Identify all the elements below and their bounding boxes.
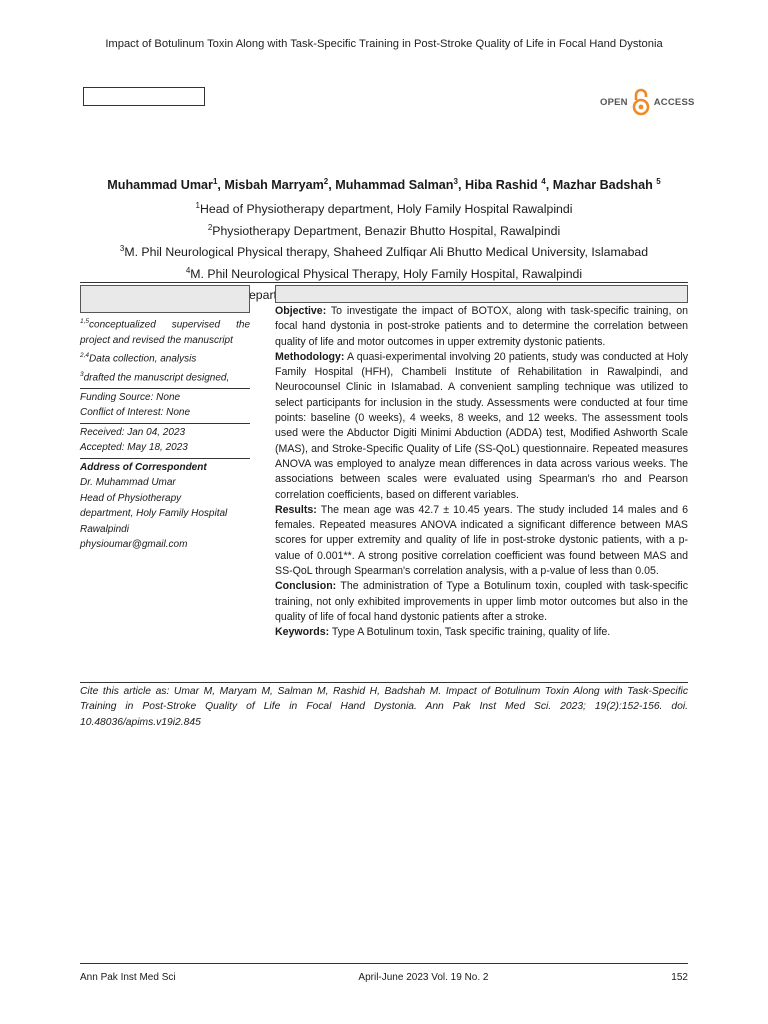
abstract-conclusion: Conclusion: The administration of Type a Botulinum toxin, coupled with task-specific training, not only exhibited improvements in upper limb motor outcomes but also in the quality of life of focal hand dystonic patients after a stroke.: [275, 580, 688, 623]
correspondent-heading: Address of Correspondent: [80, 461, 207, 473]
accepted-date: Accepted: May 18, 2023: [80, 442, 188, 454]
author: Hiba Rashid $^4$,: [464, 177, 553, 193]
correspondent-line: Rawalpindi: [80, 523, 129, 535]
correspondent-line: Head of Physiotherapy: [80, 492, 182, 504]
citation: Cite this article as: Umar M, Maryam M, Salman M, Rashid H, Badshah M. Impact of Botulinum Toxin Along with Task-Specific Training in Post-Stroke Quality of Life in Focal Hand Dystonia. Ann Pak Inst Med Sci. 2023; 19(2):152-156. doi. 10.48036/apims.v19i2.845: [80, 686, 688, 728]
funding-block: [80, 389, 250, 424]
page-footer: [80, 972, 688, 983]
sidebar-header-bar: [80, 285, 250, 313]
correspondent-line: department, Holy Family Hospital: [80, 508, 228, 520]
open-access-left-label: OPEN: [600, 96, 628, 108]
funding-source: Funding Source: None: [80, 391, 181, 403]
open-access-right-label: ACCESS: [653, 96, 695, 108]
affiliation-divider: [80, 282, 688, 283]
correspondent-block: [80, 459, 250, 555]
contributions-block: [80, 313, 250, 389]
page-number: 152: [671, 972, 688, 983]
contribution-line: $^3$drafted the manuscript designed,: [80, 371, 230, 384]
abstract: [275, 304, 688, 641]
abstract-header-bar: [275, 285, 688, 303]
affiliation: $^4$M. Phil Neurological Physical Therapy, Holy Family Hospital, Rawalpindi: [185, 265, 583, 281]
abstract-objective: Objective: To investigate the impact of BOTOX, along with task-specific training, on focal hand dystonia in post-stroke patients and to determine the correlation between quality of life and motor outcomes in upper extremity dystonic patients.: [275, 305, 688, 348]
footer-issue: April-June 2023 Vol. 19 No. 2: [358, 972, 489, 983]
author: Misbah Marryam$^2$,: [224, 177, 336, 193]
dates-block: [80, 424, 250, 459]
footer-divider: [80, 963, 688, 964]
author: Muhammad Salman$^3$,: [335, 177, 465, 193]
affiliation: $^3$M. Phil Neurological Physical therapy, Shaheed Zulfiqar Ali Bhutto Medical University, Islamabad: [119, 244, 649, 260]
conflict-of-interest: Conflict of Interest: None: [80, 407, 191, 419]
running-title: Impact of Botulinum Toxin Along with Task-Specific Training in Post-Stroke Quality of Life in Focal Hand Dystonia: [105, 38, 663, 50]
received-date: Received: Jan 04, 2023: [80, 426, 186, 438]
contribution-line: $^{1,5}$conceptualized supervised the: [80, 318, 250, 331]
contribution-line: project and revised the manuscript: [80, 334, 233, 346]
citation-divider: [80, 682, 688, 683]
abstract-column: [275, 285, 688, 641]
abstract-methodology: Methodology: A quasi-experimental involving 20 patients, study was conducted at Holy Family Hospital (HFH), Chambeli Institute of Rehabilitation in Rawalpindi, and Neurocounsel Clinic in Islamabad. A convenient sampling technique was utilized to select participants for inclusion in the study. Assessments were conducted at four time points: baseline (0 weeks), 4 weeks, 8 weeks, and 12 weeks. The assessment tools used were the Abductor Digiti Minimi Abduction (ADDA) test, Modified Ashworth Scale (MAS), and Stroke-Specific Quality of Life (SS-QoL) questionnaire. Repeated measures ANOVA was employed to analyze mean differences in data across various weeks. The associations between scales were evaluated using Spearman's rho and Pearson correlation coefficients, based on different variables.: [275, 350, 688, 501]
open-access-logo: [600, 88, 695, 116]
abstract-keywords: Keywords: Type A Botulinum toxin, Task specific training, quality of life.: [275, 626, 611, 639]
abstract-results: Results: The mean age was 42.7 ± 10.45 years. The study included 14 males and 6 females. Repeated measures ANOVA indicated a significant difference between MAS scores for upper extremity and quality of life in post-stroke dystonic patients, with a p-value of 0.001**. A strong positive correlation coefficient was found between MAS and SS-QoL through Spearman's correlation analysis, with a p-value of less than 0.05.: [275, 503, 688, 578]
affiliation: $^2$Physiotherapy Department, Benazir Bhutto Hospital, Rawalpindi: [207, 222, 561, 238]
author: Mazhar Badshah $^5$: [552, 177, 661, 193]
blank-box: [83, 87, 205, 106]
affiliation: Department: [240, 288, 305, 303]
open-lock-icon: [631, 88, 651, 116]
correspondent-name: Dr. Muhammad Umar: [80, 477, 176, 489]
correspondent-email: physioumar@gmail.com: [80, 539, 188, 551]
author-list: [0, 177, 768, 192]
affiliation: $^1$Head of Physiotherapy department, Holy Family Hospital Rawalpindi: [195, 201, 573, 217]
author: Muhammad Umar$^1$,: [107, 177, 225, 193]
footer-journal: Ann Pak Inst Med Sci: [80, 972, 176, 983]
article-info-sidebar: [80, 285, 250, 555]
contribution-line: $^{2,4}$Data collection, analysis: [80, 352, 197, 365]
